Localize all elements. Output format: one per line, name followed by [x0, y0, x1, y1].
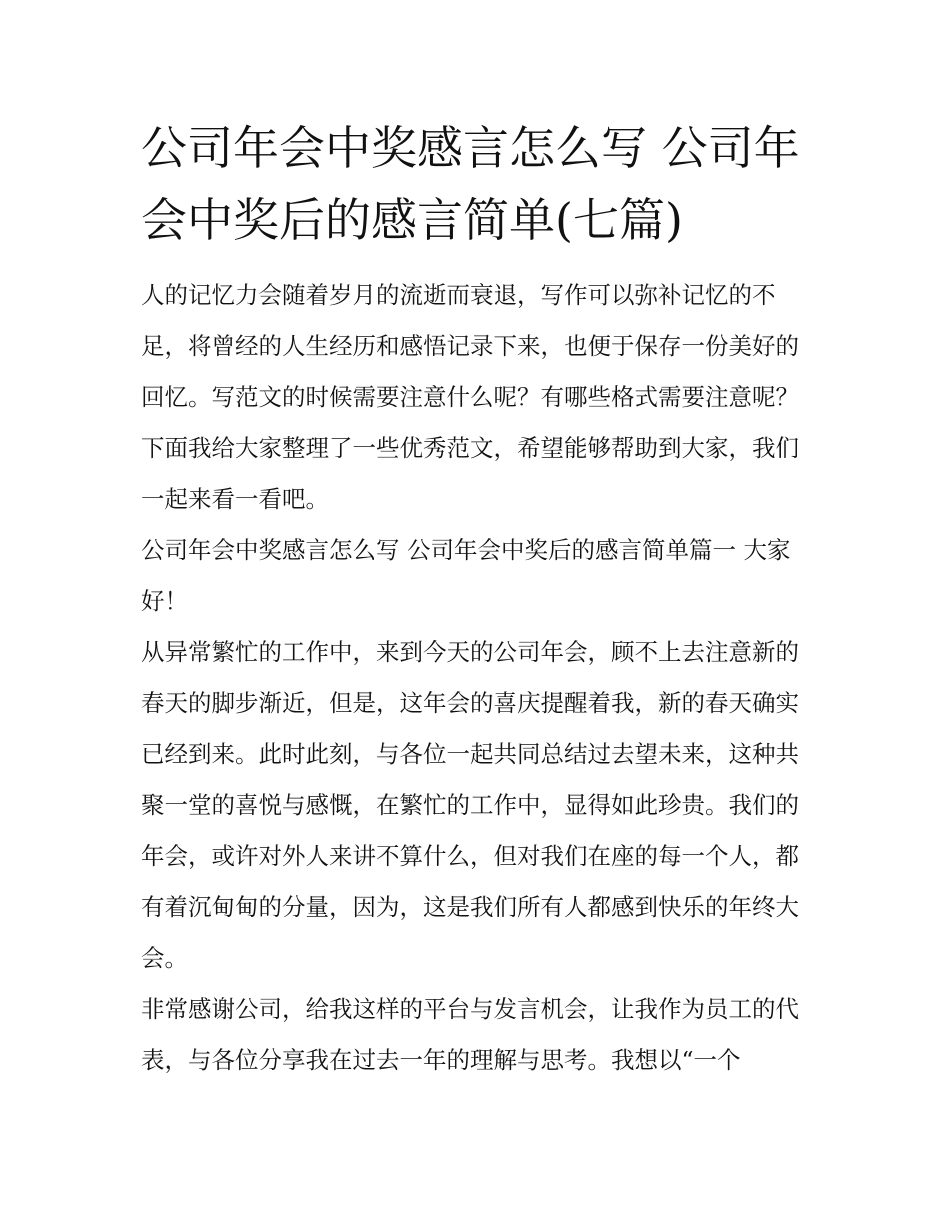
intro-paragraph: 人的记忆力会随着岁月的流逝而衰退，写作可以弥补记忆的不足，将曾经的人生经历和感悟记录下来，也便于保存一份美好的回忆。写范文的时候需要注意什么呢？有哪些格式需要注意呢？下面我给大家整理了一些优秀范文，希望能够帮助到大家，我们一起来看一看吧。	[141, 281, 799, 513]
section-heading-paragraph: 公司年会中奖感言怎么写 公司年会中奖后的感言简单篇一 大家好！	[141, 536, 791, 615]
body-paragraph: 非常感谢公司，给我这样的平台与发言机会，让我作为员工的代表，与各位分享我在过去一年的理解与思考。我想以“一个	[141, 995, 799, 1074]
document-body	[141, 112, 816, 1086]
body-paragraph: 从异常繁忙的工作中，来到今天的公司年会，顾不上去注意新的春天的脚步渐近，但是，这年会的喜庆提醒着我，新的春天确实已经到来。此时此刻，与各位一起共同总结过去望未来，这种共聚一堂的喜悦与感慨，在繁忙的工作中，显得如此珍贵。我们的年会，或许对外人来讲不算什么，但对我们在座的每一个人，都有着沉甸甸的分量，因为，这是我们所有人都感到快乐的年终大会。	[141, 638, 799, 972]
document-title: 公司年会中奖感言怎么写 公司年会中奖后的感言简单(七篇)	[141, 121, 800, 247]
